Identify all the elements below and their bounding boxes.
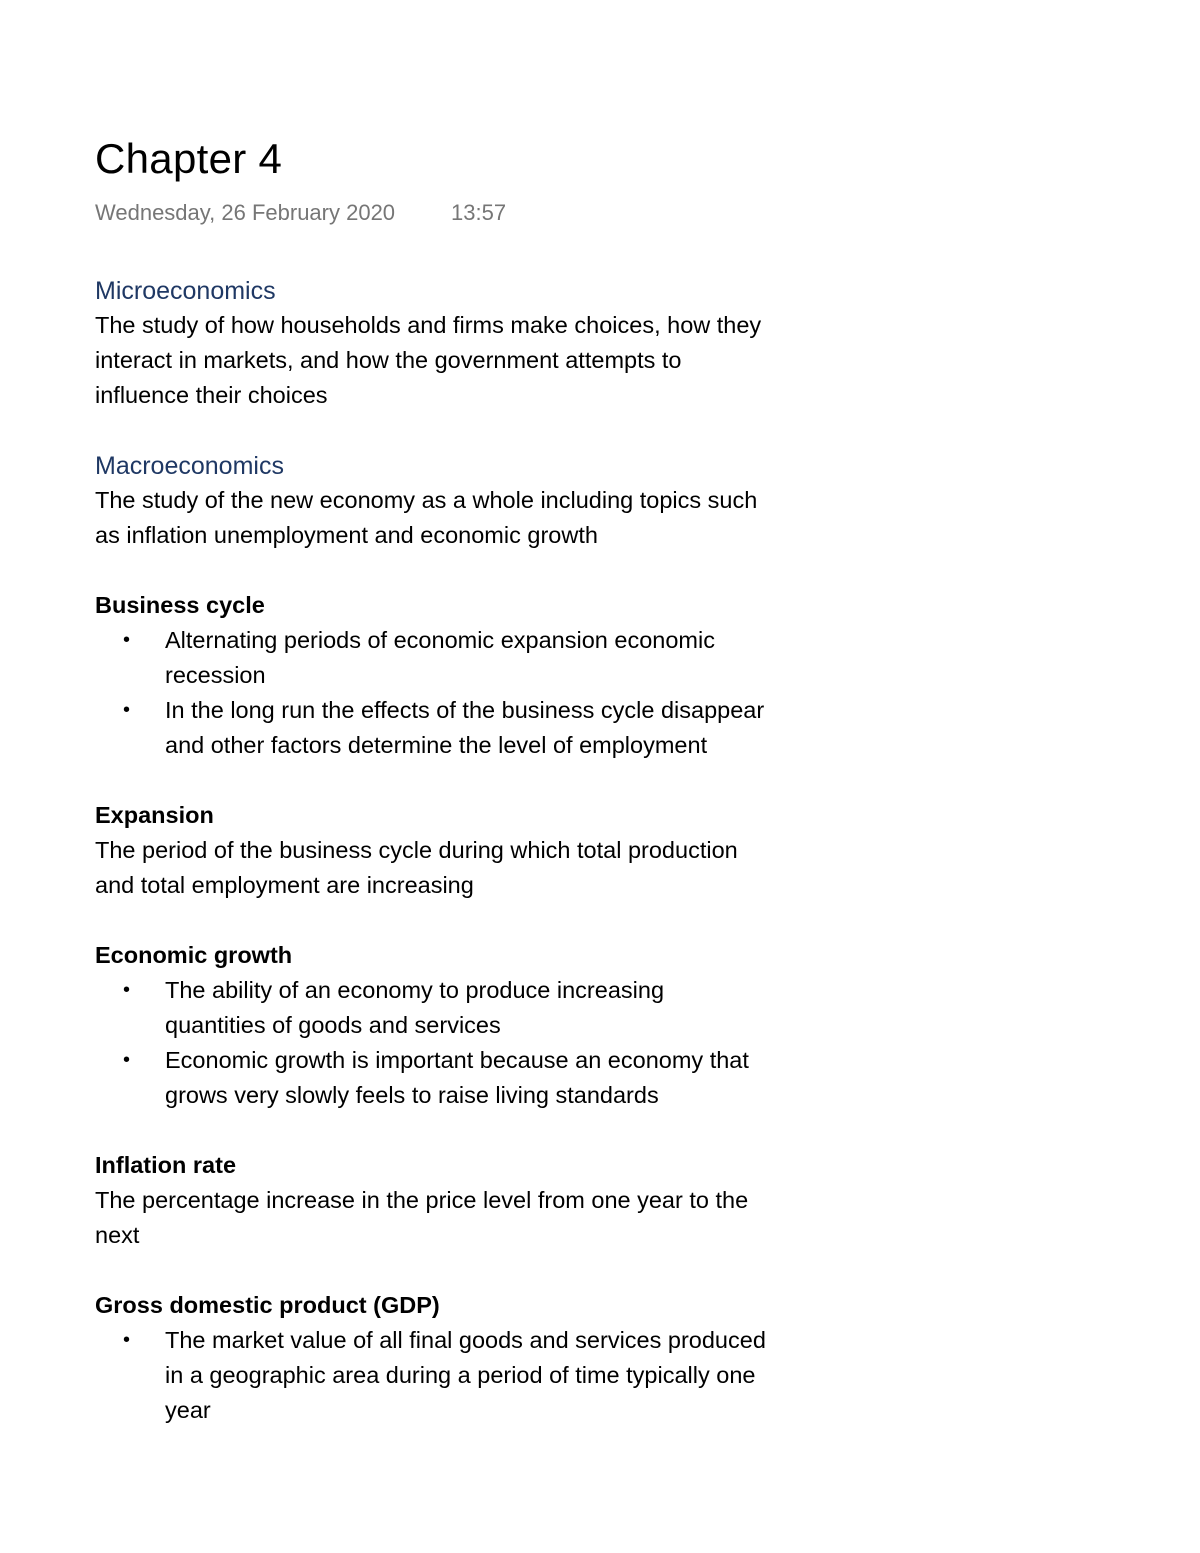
term-gdp: Gross domestic product (GDP): [95, 1292, 440, 1318]
bullet-list-gdp: [95, 1323, 855, 1428]
list-item: [95, 1323, 855, 1428]
text-line: The period of the business cycle during which total production: [95, 837, 738, 863]
text-line: year: [165, 1397, 211, 1423]
note-page: [95, 130, 855, 1428]
bullet-icon: •: [123, 1049, 131, 1071]
bullet-list-economic-growth: [95, 973, 855, 1113]
text-line: influence their choices: [95, 382, 328, 408]
text-line: The percentage increase in the price level from one year to the: [95, 1187, 749, 1213]
list-item: [95, 973, 855, 1043]
text-line: grows very slowly feels to raise living standards: [165, 1082, 659, 1108]
page-date: Wednesday, 26 February 2020: [95, 200, 396, 225]
text-line: and total employment are increasing: [95, 872, 474, 898]
page-title: Chapter 4: [95, 135, 283, 182]
text-line: The ability of an economy to produce increasing: [165, 977, 665, 1003]
bullet-list-business-cycle: [95, 623, 855, 763]
definition-microeconomics: [95, 308, 855, 413]
text-line: quantities of goods and services: [165, 1012, 501, 1038]
page-timestamp: [95, 198, 855, 228]
term-inflation-rate: Inflation rate: [95, 1152, 237, 1178]
text-line: In the long run the effects of the business cycle disappear: [165, 697, 765, 723]
definition-macroeconomics: [95, 483, 855, 553]
page-time: 13:57: [451, 200, 507, 225]
bullet-icon: •: [123, 979, 131, 1001]
definition-inflation-rate: [95, 1183, 855, 1253]
text-line: interact in markets, and how the government attempts to: [95, 347, 682, 373]
text-line: Economic growth is important because an economy that: [165, 1047, 749, 1073]
list-item: [95, 693, 855, 763]
text-line: in a geographic area during a period of time typically one: [165, 1362, 756, 1388]
text-line: The market value of all final goods and services produced: [165, 1327, 766, 1353]
list-item: [95, 1043, 855, 1113]
list-item: [95, 623, 855, 693]
term-economic-growth: Economic growth: [95, 942, 293, 968]
bullet-icon: •: [123, 629, 131, 651]
heading-microeconomics: Microeconomics: [95, 277, 276, 305]
term-expansion: Expansion: [95, 802, 214, 828]
text-line: The study of how households and firms make choices, how they: [95, 312, 762, 338]
text-line: recession: [165, 662, 266, 688]
definition-expansion: [95, 833, 855, 903]
text-line: Alternating periods of economic expansion economic: [165, 627, 715, 653]
bullet-icon: •: [123, 699, 131, 721]
text-line: and other factors determine the level of employment: [165, 732, 708, 758]
term-business-cycle: Business cycle: [95, 592, 265, 618]
text-line: next: [95, 1222, 140, 1248]
heading-macroeconomics: Macroeconomics: [95, 452, 284, 480]
text-line: The study of the new economy as a whole including topics such: [95, 487, 758, 513]
text-line: as inflation unemployment and economic growth: [95, 522, 598, 548]
bullet-icon: •: [123, 1329, 131, 1351]
